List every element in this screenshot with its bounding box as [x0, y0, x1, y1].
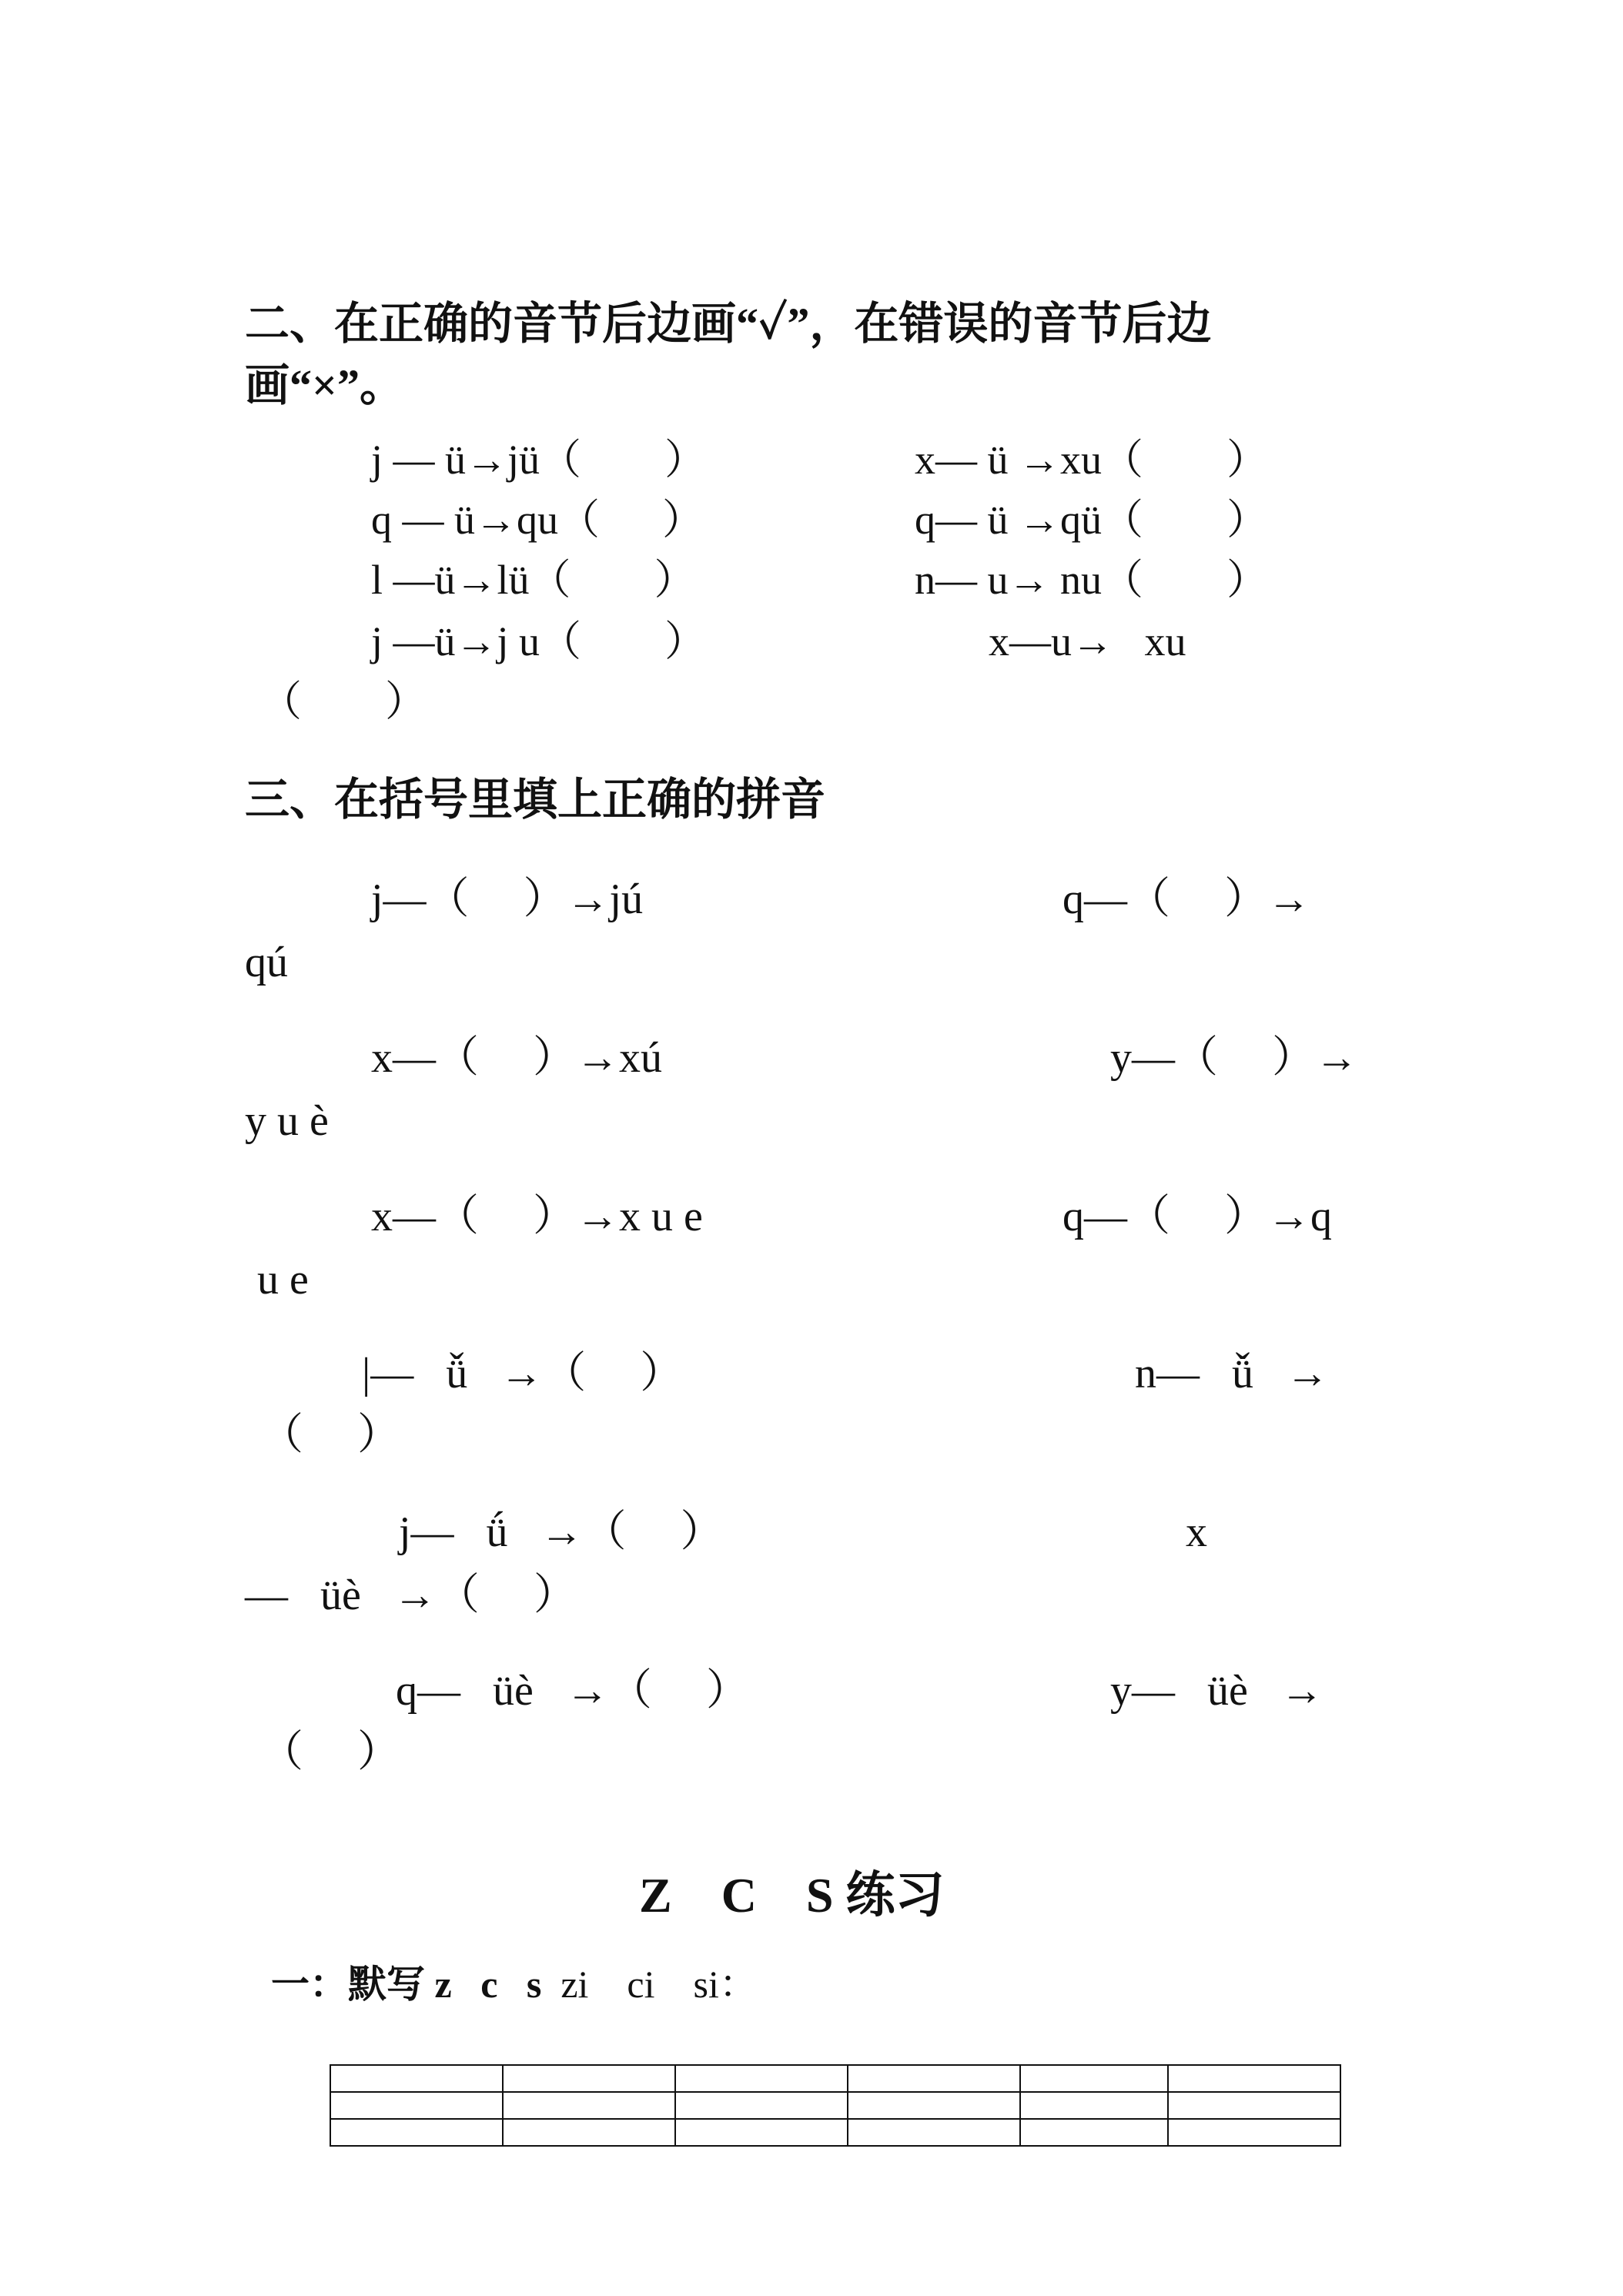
exercise-item: j —ü→j u（ ）: [371, 618, 707, 664]
fill-item: x—（ ）→xú: [371, 1034, 662, 1082]
fill-item-wrap: qú: [245, 939, 288, 986]
exercise-item: l —ü→lü（ ）: [371, 557, 696, 603]
grid-row: [330, 2119, 1340, 2146]
practice-title: Z C S 练习: [639, 1868, 945, 1923]
fill-item: x: [1186, 1508, 1207, 1556]
fill-item-wrap: y u è: [245, 1097, 329, 1145]
grid-cell[interactable]: [848, 2065, 1020, 2092]
practice-subheading-bold: 一：默写 z c s: [271, 1963, 542, 2006]
practice-subheading-rest: zi ci si：: [541, 1963, 758, 2006]
exercise-item: x— ü →xu（ ）: [915, 437, 1268, 483]
grid-cell[interactable]: [1020, 2119, 1168, 2146]
grid-row: [330, 2092, 1340, 2119]
exercise-item: n— u→ nu（ ）: [915, 557, 1268, 603]
fill-item-wrap: — üè →（ ）: [245, 1571, 577, 1619]
fill-item: |— ǚ →（ ）: [362, 1350, 684, 1397]
grid-cell[interactable]: [675, 2092, 848, 2119]
grid-cell[interactable]: [675, 2065, 848, 2092]
exercise-item: j — ü→jü（ ）: [371, 437, 707, 483]
fill-item: n— ǚ →: [1135, 1350, 1329, 1397]
fill-item: j—（ ）→jú: [371, 875, 644, 923]
practice-subheading: [271, 1963, 758, 2006]
exercise-item-wrap: （ ）: [260, 678, 427, 725]
exercise-item: q— ü →qü（ ）: [915, 497, 1268, 543]
grid-cell[interactable]: [1020, 2092, 1168, 2119]
grid-cell[interactable]: [848, 2092, 1020, 2119]
fill-item-wrap: （ ）: [260, 1411, 400, 1459]
section3-heading: 三、在括号里填上正确的拼音: [245, 775, 826, 825]
fill-item: q— üè →（ ）: [396, 1667, 749, 1715]
grid-cell[interactable]: [503, 2065, 675, 2092]
grid-cell[interactable]: [675, 2119, 848, 2146]
grid-cell[interactable]: [848, 2119, 1020, 2146]
section2-heading-line2: 画“×”。: [245, 360, 405, 410]
grid-cell[interactable]: [1168, 2065, 1340, 2092]
grid-cell[interactable]: [330, 2065, 503, 2092]
fill-item: j— ǘ →（ ）: [399, 1508, 724, 1556]
grid-row: [330, 2065, 1340, 2092]
grid-cell[interactable]: [1168, 2092, 1340, 2119]
fill-item-wrap: （ ）: [260, 1729, 400, 1776]
fill-item: q—（ ）→q: [1062, 1193, 1332, 1240]
fill-item: y—（ ）→: [1110, 1034, 1358, 1082]
fill-item: x—（ ）→x u e: [371, 1193, 703, 1240]
fill-item: q—（ ）→: [1062, 875, 1310, 923]
grid-cell[interactable]: [330, 2119, 503, 2146]
section2-heading-line1: 二、在正确的音节后边画“✓”，在错误的音节后边: [245, 299, 1212, 349]
exercise-item: x—u→ xu: [989, 618, 1186, 664]
fill-item: y— üè →: [1110, 1667, 1323, 1715]
grid-cell[interactable]: [1020, 2065, 1168, 2092]
grid-cell[interactable]: [503, 2119, 675, 2146]
exercise-item: q — ü→qu（ ）: [371, 497, 704, 543]
fill-item-wrap: u e: [257, 1256, 309, 1304]
grid-cell[interactable]: [1168, 2119, 1340, 2146]
grid-cell[interactable]: [330, 2092, 503, 2119]
grid-cell[interactable]: [503, 2092, 675, 2119]
writing-grid: [330, 2064, 1341, 2147]
